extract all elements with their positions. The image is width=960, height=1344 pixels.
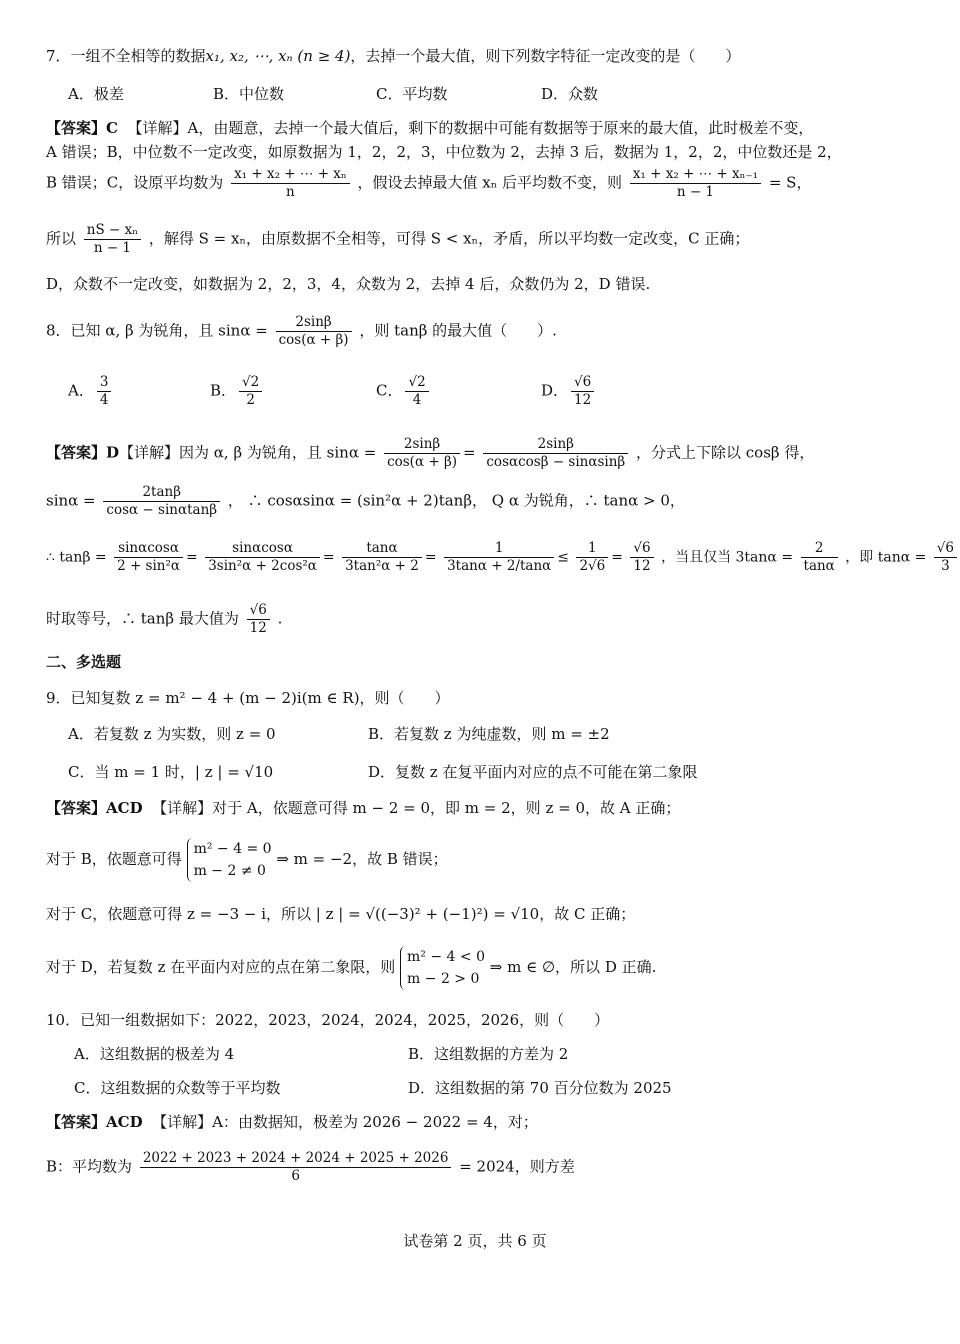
q10-option-c: C．这组数据的众数等于平均数 — [74, 1079, 281, 1097]
q9-answer-line2: 对于 B，依题意可得 m² − 4 = 0 m − 2 ≠ 0 ⇒ m = −2，故 B 错误； — [46, 838, 448, 882]
q9-option-d: D．复数 z 在复平面内对应的点不可能在第二象限 — [368, 763, 698, 781]
q7-answer-line3: B 错误；C，设原平均数为 $\frac{\text{x₁ + x₂ + ⋯ + xₙ}}{n}$ ，假设去掉最大值 xₙ 后平均数不变，则 $\frac{\text{x₁ + x₂ + ⋯ + xₙ₋₁}}{n - 1}$ = S， — [46, 166, 812, 200]
q10-option-b: B．这组数据的方差为 2 — [408, 1045, 569, 1063]
q8-option-c: C． $\frac{√2}{4}$ — [376, 374, 432, 409]
q8-option-b: B． $\frac{√2}{2}$ — [210, 374, 265, 409]
section-heading-multiple-choice: 二、多选题 — [46, 653, 122, 671]
q7-answer-line2: A 错误；B，中位数不一定改变，如原数据为 1，2，2，3，中位数为 2，去掉 3 后，数据为 1，2，2，中位数还是 2， — [46, 143, 842, 161]
q10-option-a: A．这组数据的极差为 4 — [74, 1045, 235, 1063]
q9-option-c: C．当 m = 1 时，| z | = √10 — [68, 763, 274, 781]
q8-answer-line4: 时取等号，∴ tanβ 最大值为 $\frac{√6}{12}$ . — [46, 602, 283, 636]
q10-answer-line1: 【答案】ACD 【详解】A：由数据知，极差为 2026 − 2022 = 4，对； — [46, 1113, 538, 1131]
q8-stem: 8．已知 α, β 为锐角，且 sinα = $\frac{2\sin\beta}{\cos(\alpha + \beta)}$ ，则 tanβ 的最大值（ ）. — [46, 314, 557, 348]
q7-answer-line5: D，众数不一定改变，如数据为 2，2，3，4，众数为 2，去掉 4 后，众数仍为 2，D 错误. — [46, 275, 651, 293]
q10-option-d: D．这组数据的第 70 百分位数为 2025 — [408, 1079, 672, 1097]
q7-answer-line1: 【答案】C 【详解】A，由题意，去掉一个最大值后，剩下的数据中可能有数据等于原来的最大值，此时极差不变， — [46, 119, 814, 137]
q8-answer-line1: 【答案】D【详解】因为 α, β 为锐角，且 sinα = $\frac{2\sin\beta}{\cos(\alpha + \beta)}$ = $\frac{2\sin\beta}{\cos\alpha\cos\beta - \sin\alpha\sin\beta}$ ，分式上下除以 cosβ 得， — [46, 436, 815, 470]
q7-stem: 7．一组不全相等的数据x₁, x₂, ⋯, xₙ (n ≥ 4)，去掉一个最大值，则下列数字特征一定改变的是（ ） — [46, 47, 741, 65]
q10-answer-line2: B：平均数为 $\frac{2022 + 2023 + 2024 + 2024 + 2025 + 2026}{6}$ = 2024，则方差 — [46, 1150, 575, 1184]
q9-answer-line4: 对于 D，若复数 z 在平面内对应的点在第二象限，则 m² − 4 < 0 m − 2 > 0 ⇒ m ∈ ∅，所以 D 正确. — [46, 946, 656, 990]
q8-option-d: D． $\frac{√6}{12}$ — [541, 374, 597, 409]
q7-option-b: B．中位数 — [213, 85, 285, 103]
q9-option-b: B．若复数 z 为纯虚数，则 m = ±2 — [368, 725, 610, 743]
q8-answer-line3: ∴ tanβ = $\frac{\sin\alpha\cos\alpha}{\text{2 + sin²α}}$ = $\frac{\sin\alpha\cos\alpha}{\text{3sin²α + 2cos²α}}$ = $\frac{\tan\alpha}{\text{3tan²α + 2}}$ = $\frac{1}{3\tan\alpha + 2/\tan\alpha}$ ≤ $\frac{1}{2√6}$ = $\frac{√6}{12}$ ，当且仅当 3tanα = $\frac{2}{\tan\alpha}$ ，即 tanα = $\frac{√6}{3}$ — [46, 540, 960, 575]
q7-option-d: D．众数 — [541, 85, 599, 103]
q9-answer-line1: 【答案】ACD 【详解】对于 A，依题意可得 m − 2 = 0，即 m = 2，则 z = 0，故 A 正确； — [46, 799, 681, 817]
q7-option-a: A．极差 — [68, 85, 124, 103]
q9-answer-line3: 对于 C，依题意可得 z = −3 − i，所以 | z | = √((−3)² + (−1)²) = √10，故 C 正确； — [46, 905, 636, 923]
q8-option-a: A． $\frac{3}{4}$ — [68, 374, 114, 409]
q7-option-c: C．平均数 — [376, 85, 448, 103]
q9-option-a: A．若复数 z 为实数，则 z = 0 — [68, 725, 276, 743]
q8-answer-line2: sinα = $\frac{2\tan\beta}{\cos\alpha - \sin\alpha\tan\beta}$ ， ∴ cosαsinα = (sin²α + 2)tanβ， Q α 为锐角，∴ tanα > 0， — [46, 484, 685, 518]
page-footer: 试卷第 2 页，共 6 页 — [403, 1232, 547, 1250]
q7-answer-line4: 所以 $\frac{\text{nS − xₙ}}{n - 1}$ ，解得 S = xₙ，由原数据不全相等，可得 S < xₙ，矛盾，所以平均数一定改变，C 正确； — [46, 222, 750, 256]
q9-stem: 9．已知复数 z = m² − 4 + (m − 2)i(m ∈ R)，则（ ） — [46, 689, 450, 707]
q10-stem: 10．已知一组数据如下：2022，2023，2024，2024，2025，2026，则（ ） — [46, 1011, 610, 1029]
